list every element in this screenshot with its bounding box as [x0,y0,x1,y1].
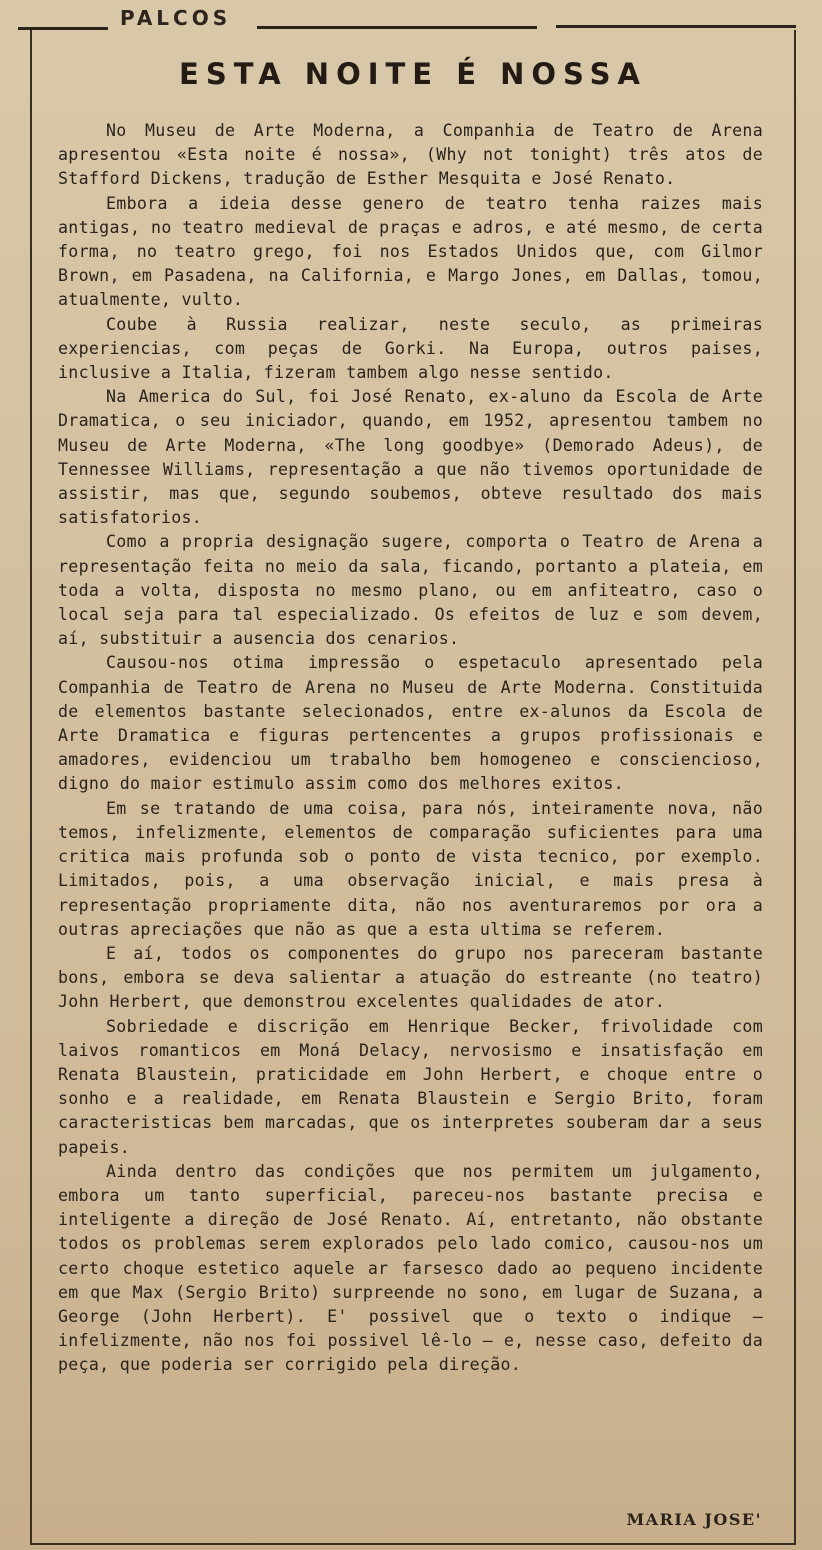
author-signature: MARIA JOSE' [626,1510,762,1529]
header-rule-right [556,25,796,28]
article-paragraph: Embora a ideia desse genero de teatro tenha raizes mais antigas, no teatro medieval de praças e adros, e até mesmo, de certa forma, no teatro grego, foi nos Estados Unidos que, com Gilmor Brown, em Pasadena, na California, e Margo Jones, em Dallas, tomou, atualmente, vulto. [58,193,763,310]
article-paragraph: Em se tratando de uma coisa, para nós, inteiramente nova, não temos, infelizmente, elementos de comparação suficientes para uma critica mais profunda sob o ponto de vista tecnico, por exemplo. Limitados, pois, a uma observação inicial, e mais presa à representação propriamente dita, não nos aventuraremos por ora a outras apreciações que não as que a esta ultima se referem. [58,798,763,939]
frame-border-right [794,30,796,1545]
headline: ESTA NOITE É NOSSA [179,57,647,91]
article-paragraph: Coube à Russia realizar, neste seculo, as primeiras experiencias, com peças de Gorki. Na Europa, outros paises, inclusive a Italia, fizeram tambem algo nesse sentido. [58,314,763,383]
frame-border-bottom [30,1543,796,1545]
article-paragraph: Como a propria designação sugere, comporta o Teatro de Arena a representação feita no meio da sala, ficando, portanto a plateia, em toda a volta, disposta no mesmo plano, ou em anfiteatro, caso o local seja para tal especializado. Os efeitos de luz e som devem, aí, substituir a ausencia dos cenarios. [58,532,763,649]
frame-border-left [30,30,32,1545]
article-paragraph: No Museu de Arte Moderna, a Companhia de Teatro de Arena apresentou «Esta noite é nossa», (Why not tonight) três atos de Stafford Dickens, tradução de Esther Mesquita e José Renato. [58,121,763,189]
article-paragraph: Causou-nos otima impressão o espetaculo apresentado pela Companhia de Teatro de Arena no Museu de Arte Moderna. Constituida de elementos bastante selecionados, entre ex-alunos da Escola de Arte Dramatica e figuras pertencentes a grupos profissionais e amadores, evidenciou um trabalho bem homogeneo e consciencioso, digno do maior estimulo assim como dos melhores exitos. [58,653,763,794]
article-paragraph: Sobriedade e discrição em Henrique Becker, frivolidade com laivos romanticos em Moná Delacy, nervosismo e insatisfação em Renata Blaustein, praticidade em John Herbert, e choque entre o sonho e a realidade, em Renata Blaustein e Sergio Brito, foram caracteristicas bem marcadas, que os interpretes souberam dar a seus papeis. [58,1016,763,1157]
article-paragraph: Na America do Sul, foi José Renato, ex-aluno da Escola de Arte Dramatica, o seu iniciador, quando, em 1952, apresentou tambem no Museu de Arte Moderna, «The long goodbye» (Demorado Adeus), de Tennessee Williams, representação a que não tivemos oportunidade de assistir, mas que, segundo soubemos, obteve resultado dos mais satisfatorios. [58,387,763,528]
section-label: PALCOS [120,6,232,30]
article-paragraph: E aí, todos os componentes do grupo nos pareceram bastante bons, embora se deva salientar a atuação do estreante (no teatro) John Herbert, que demonstrou excelentes qualidades de ator. [58,943,763,1012]
article-body [58,119,763,1378]
header-rule-middle [257,26,537,29]
article-paragraph: Ainda dentro das condições que nos permitem um julgamento, embora um tanto superficial, pareceu-nos bastante precisa e inteligente a direção de José Renato. Aí, entretanto, não obstante todos os problemas serem explorados pelo lado comico, causou-nos um certo choque estetico aquele ar farsesco dado ao pequeno incidente em que Max (Sergio Brito) surpreende no sono, em lugar de Suzana, a George (John Herbert). E' possivel que o texto o indique — infelizmente, não nos foi possivel lê-lo — e, nesse caso, defeito da peça, que poderia ser corrigido pela direção. [58,1161,763,1375]
